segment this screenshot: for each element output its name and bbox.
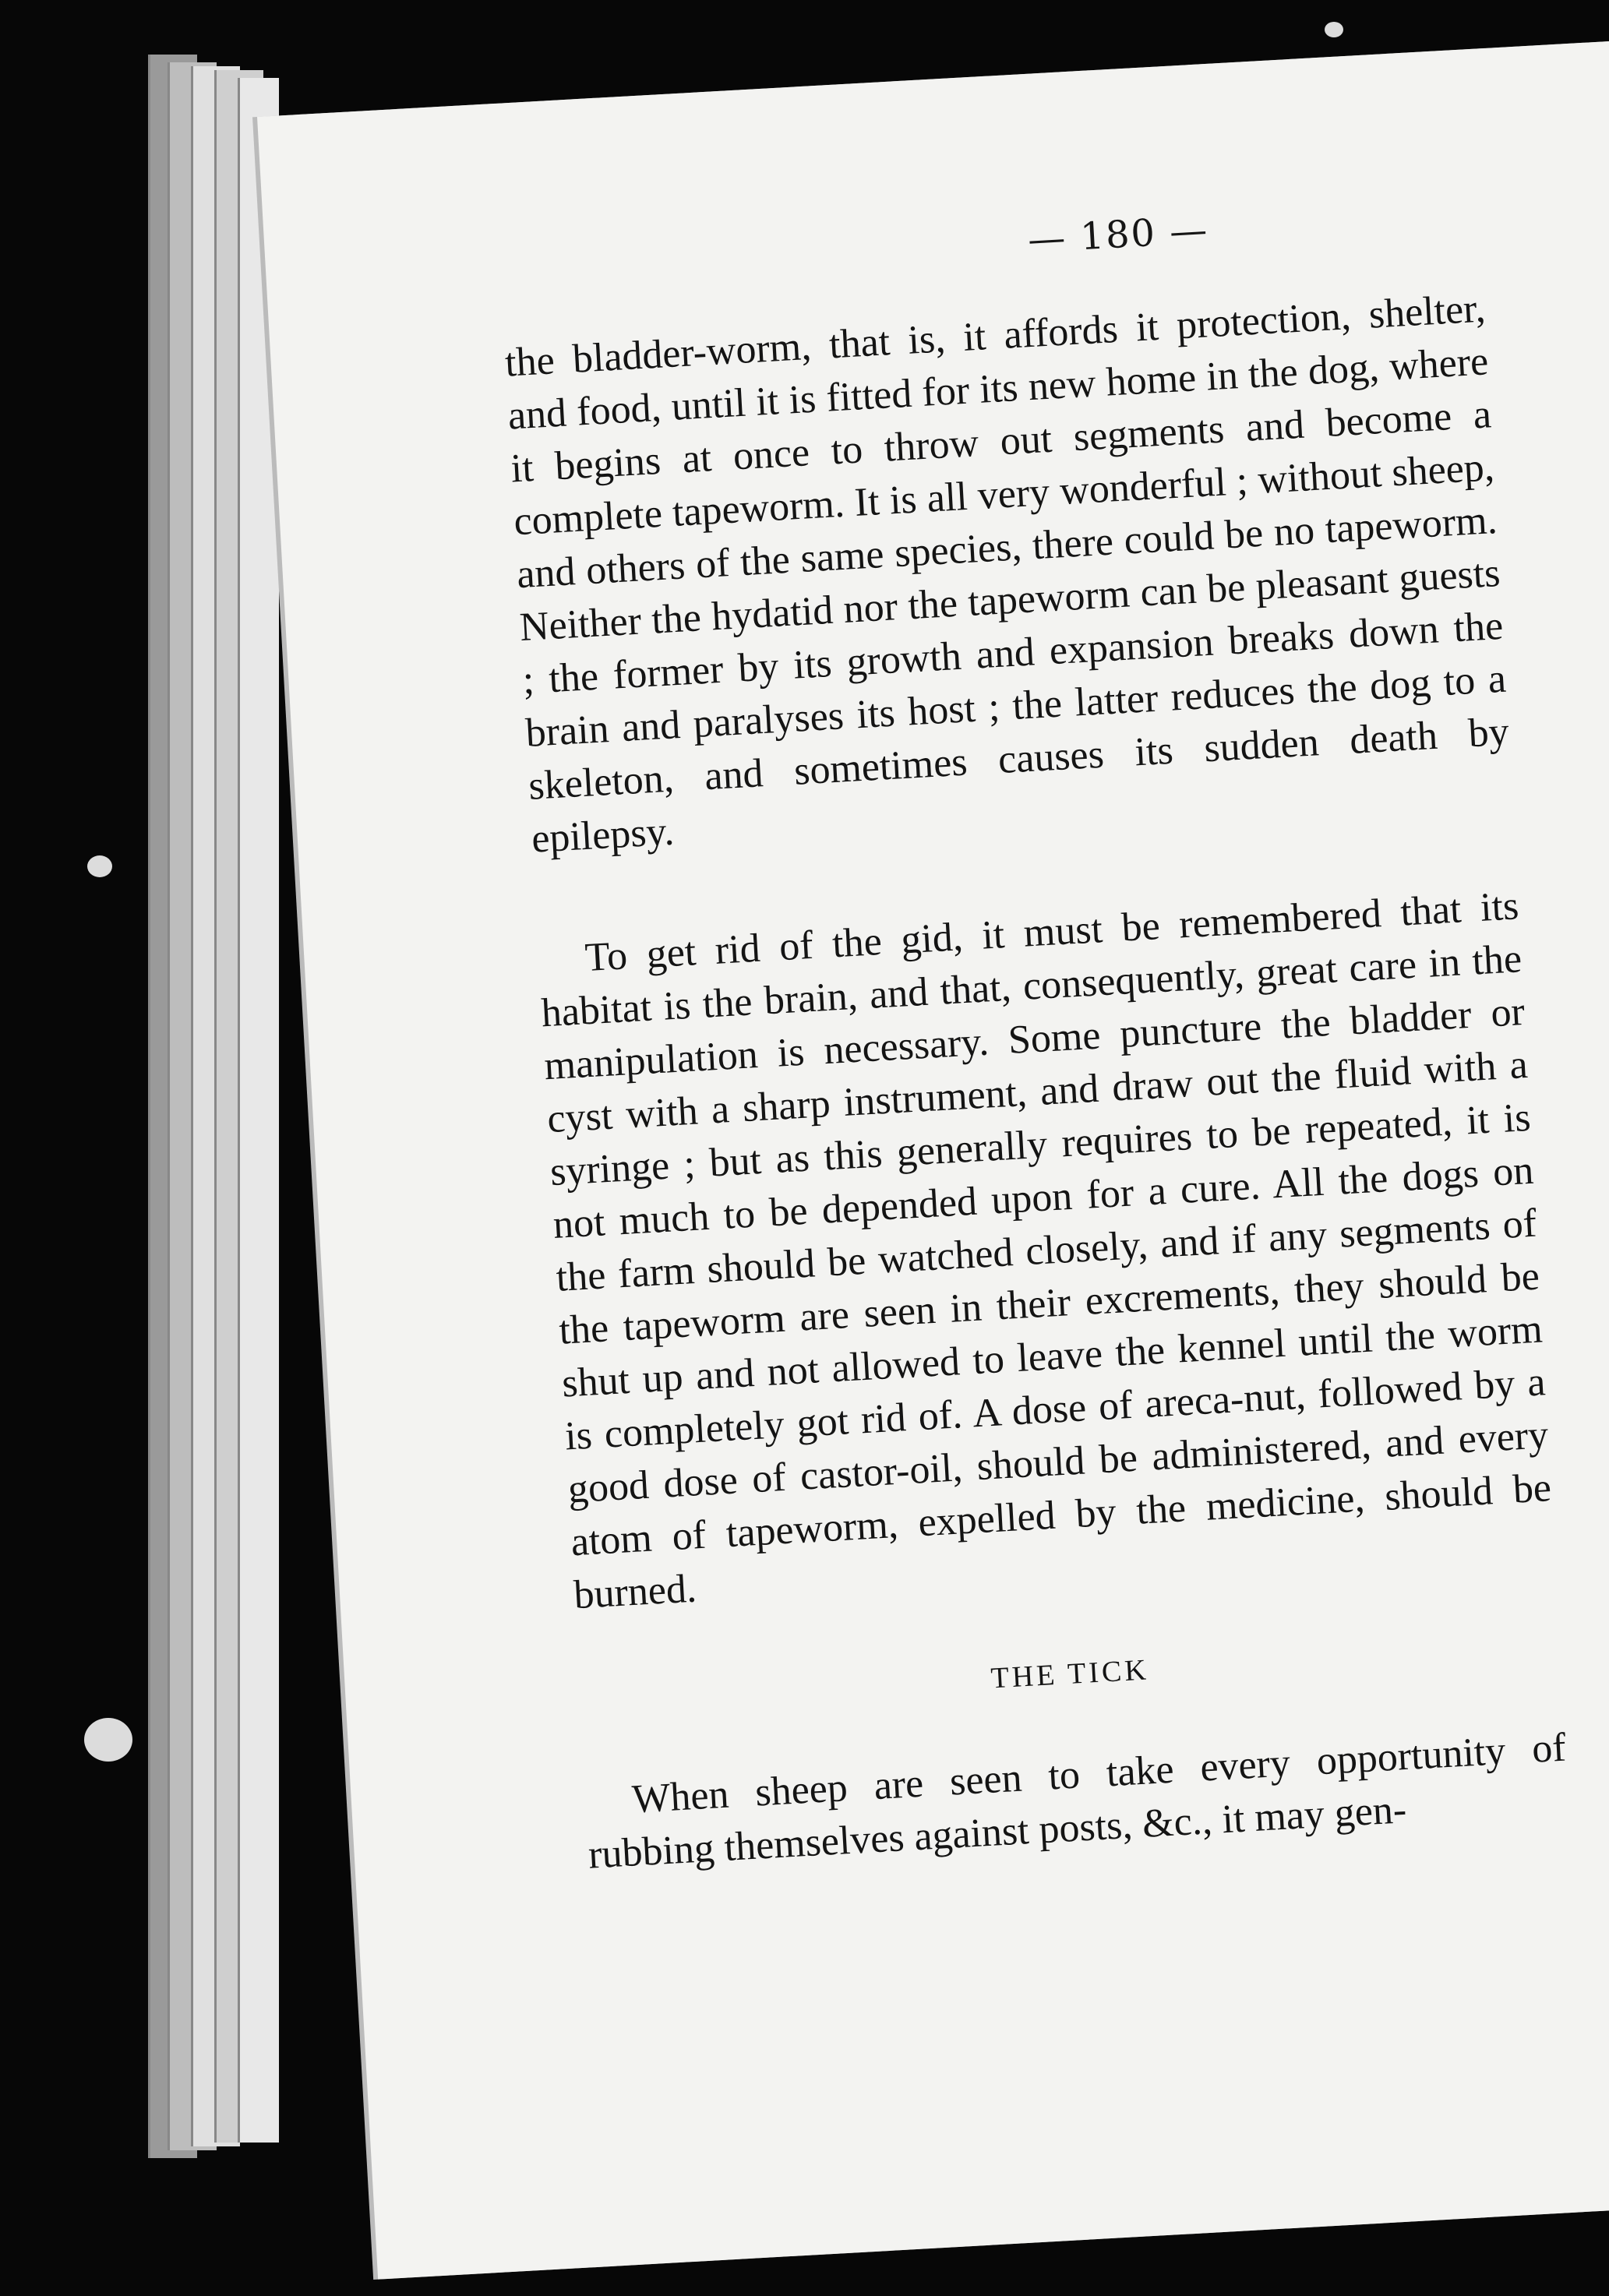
paragraph-continuation: the bladder-worm, that is, it affords it protection, shelter, and food, until it is fitted for its new home in the dog, where it begins at once to throw out segments and become a complete tapeworm. It is all very wonderful ; without sheep, and others of the same species, there could be no tapeworm. Neither the hydatid nor the tapeworm can be pleasant guests ; the former by its growth and expansion breaks down the brain and paralyses its host ; the latter reduces the dog to a skeleton, and sometimes causes its sudden death by epilepsy. bbox=[503, 286, 1511, 862]
book-page bbox=[257, 39, 1609, 2280]
dust-speck bbox=[1325, 22, 1343, 37]
section-heading: THE TICK bbox=[990, 1653, 1150, 1695]
paragraph-gid-treatment: To get rid of the gid, it must be remembered that its habitat is the brain, and that, consequently, great care in the manipulation is necessary. Some puncture the bladder or cyst with a sharp instrument, and draw out the fluid with a syringe ; but as this generally requires to be repeated, it is not much to be depended upon for a cure. All the dogs on the farm should be watched closely, and if any segments of the tapeworm are seen in their excrements, they should be shut up and not allowed to leave the kennel until the worm is completely got rid of. A dose of areca-nut, followed by a good dose of castor-oil, should be administered, and every atom of tapeworm, expelled by the medicine, should be burned. bbox=[540, 883, 1553, 1618]
page-number: — 180 — bbox=[1026, 208, 1210, 262]
dust-speck bbox=[84, 1718, 132, 1762]
dust-speck bbox=[87, 855, 112, 877]
paragraph-tick: When sheep are seen to take every opportunity of rubbing themselves against posts, &c., it may gen- bbox=[587, 1725, 1568, 1878]
body-text bbox=[503, 282, 1570, 1882]
